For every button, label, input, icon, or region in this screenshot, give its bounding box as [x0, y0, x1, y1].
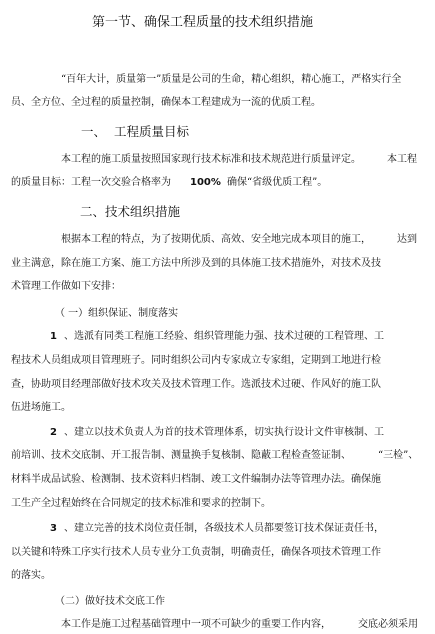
item3-line-3: 的落实。 [11, 570, 51, 581]
sub2-label: （二）做好技术交底工作 [55, 596, 165, 607]
item2-line-2: 前培训、技术交底制、开工报告制、测量换手复核制、隐蔽工程检查签证制、 [11, 450, 351, 461]
item2-line-4: 工生产全过程始终在合同规定的技术标准和要求的控制下。 [11, 498, 271, 509]
section2-line-3: 术管理工作做如下安排： [11, 281, 121, 292]
section2-line-2: 业主满意，除在施工方案、施工方法中所涉及到的具体施工技术措施外，对技术及技 [11, 258, 381, 269]
item1-line-3: 查，协助项目经理部做好技术攻关及技术管理工作。选派技术过硬、作风好的施工队 [11, 379, 381, 390]
section1-line-1: 本工程的施工质量按照国家现行技术标准和技术规范进行质量评定。 [61, 154, 361, 165]
intro-line-1: “百年大计，质量第一”质量是公司的生命，精心组织，精心施工，严格实行全 [61, 74, 402, 85]
item3-line-1: 、建立完善的技术岗位责任制，各级技术人员都要签订技术保证责任书， [64, 523, 384, 534]
section1-line-2: 的质量目标：工程一次交验合格率为 [11, 177, 171, 188]
item1-number: 1 [50, 331, 57, 342]
section2-line-1: 根据本工程的特点，为了按期优质、高效、安全地完成本项目的施工， [61, 234, 371, 245]
item2-line-1: 、建立以技术负责人为首的技术管理体系，切实执行设计文件审核制、工 [64, 427, 384, 438]
sub2-line-1-tail: 交底必须采用 [358, 619, 418, 630]
quality-rate: 100% [190, 177, 221, 188]
item1-line-2: 程技术人员组成项目管理班子。同时组织公司内专家成立专家组，定期到工地进行检 [11, 355, 381, 366]
section1-line-1-tail: 本工程 [387, 154, 417, 165]
section2-line-1-tail: 达到 [397, 234, 417, 245]
page-title: 第一节、确保工程质量的技术组织措施 [92, 15, 314, 30]
section2-heading: 二、技术组织措施 [80, 204, 181, 219]
section1-heading: 工程质量目标 [114, 124, 190, 139]
section1-line-2-tail: 确保“省级优质工程”。 [227, 177, 328, 188]
section1-number: 一、 [81, 124, 107, 139]
item2-number: 2 [50, 427, 57, 438]
sub2-line-1: 本工作是施工过程基础管理中一项不可缺少的重要工作内容， [61, 619, 331, 630]
item3-line-2: 以关键和特殊工序实行技术人员专业分工负责制，明确责任，确保各项技术管理工作 [11, 547, 381, 558]
intro-line-2: 员、全方位、全过程的质量控制，确保本工程建成为一流的优质工程。 [11, 97, 321, 108]
item1-line-4: 伍进场施工。 [11, 402, 71, 413]
item3-number: 3 [50, 523, 57, 534]
item2-line-2-tail: “三检”、 [378, 450, 419, 461]
item2-line-3: 材料半成品试验、检测制、技术资料归档制、竣工文件编制办法等管理办法。确保施 [11, 474, 381, 485]
sub1-label: （ 一）组织保证、制度落实 [55, 308, 179, 319]
item1-line-1: 、选派有同类工程施工经验、组织管理能力强、技术过硬的工程管理、工 [64, 331, 384, 342]
